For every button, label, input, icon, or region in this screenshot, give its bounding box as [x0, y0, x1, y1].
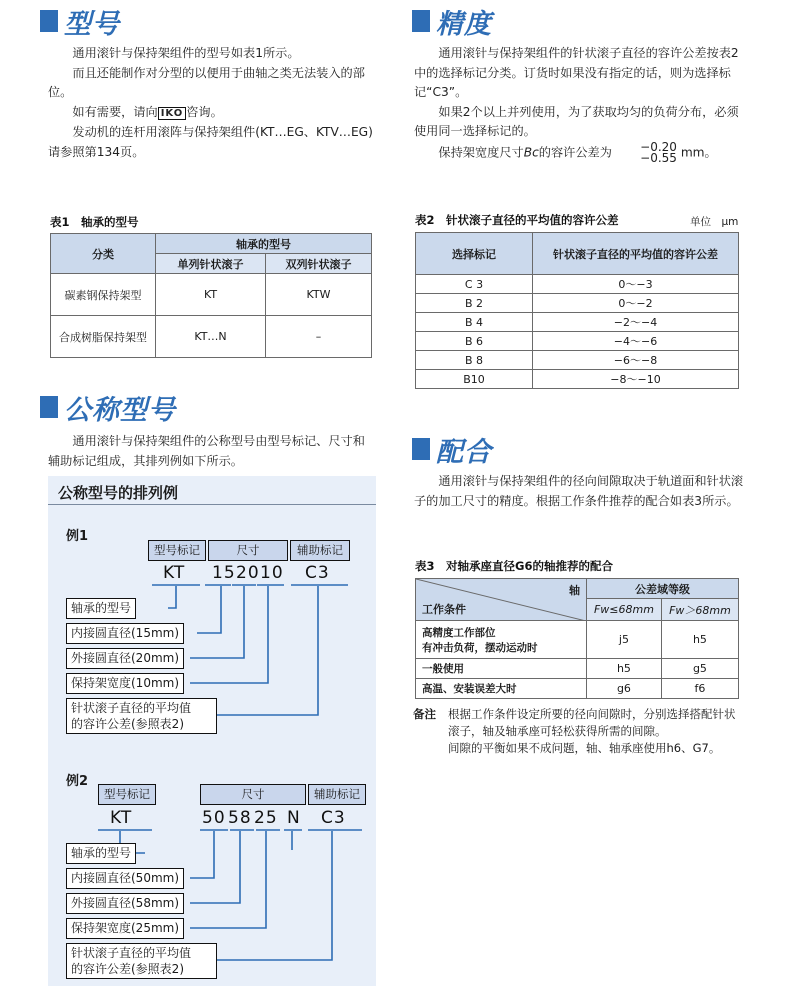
example1-tag-size: 尺寸	[208, 540, 288, 561]
section-title-fit: 配合	[412, 430, 492, 468]
title-marker	[412, 438, 430, 460]
example2-title: 例2	[66, 774, 89, 789]
table2-unit: 单位 μm	[690, 216, 739, 228]
example1-code-width: 10	[260, 563, 284, 583]
table-row: B 2 0～−2	[416, 294, 739, 313]
table1-col-group: 轴承的型号	[156, 234, 372, 254]
example1-tag-model: 型号标记	[148, 540, 206, 561]
table2-col-tolerance: 针状滚子直径的平均值的容许公差	[533, 233, 739, 275]
table3-corner: 轴 工作条件	[416, 579, 587, 621]
example1-label-tolerance: 针状滚子直径的平均值 的容许公差(参照表2)	[66, 698, 217, 734]
section-title-nominal: 公称型号	[40, 388, 176, 426]
table3-caption: 表3 对轴承座直径G6的轴推荐的配合	[415, 559, 613, 573]
example1-code-model: KT	[163, 563, 186, 583]
table-row: 合成树脂保持架型 KT…N –	[51, 316, 372, 358]
nominal-paragraph: 通用滚针与保持架组件的公称型号由型号标记、尺寸和辅助标记组成，其排列例如下所示。	[48, 434, 365, 468]
table1-col-double: 双列针状滚子	[266, 254, 372, 274]
example1-title: 例1	[66, 529, 89, 544]
example1-code-outer: 20	[236, 563, 260, 583]
example1-label-inner: 内接圆直径(15mm)	[66, 623, 184, 644]
tolerance-fraction: −0.20 −0.55	[640, 139, 677, 165]
table-row: 一般使用 h5 g5	[416, 659, 739, 679]
table3-note-label: 备注	[413, 707, 436, 721]
table3	[415, 578, 739, 699]
example2-label-tolerance: 针状滚子直径的平均值 的容许公差(参照表2)	[66, 943, 217, 979]
table2-caption: 表2 针状滚子直径的平均值的容许公差	[415, 213, 619, 227]
example2-code-inner: 50	[202, 808, 226, 828]
table3-note: 根据工作条件设定所要的径向间隙时，分别选择搭配针状滚子，轴及轴承座可轻松获得所需的间隙。 间隙的平衡如果不成问题，轴、轴承座使用h6、G7。	[448, 707, 736, 755]
table3-col-small: Fw≤68mm	[587, 599, 662, 621]
table1-col-class: 分类	[51, 234, 156, 274]
iko-logo: IKO	[158, 107, 187, 120]
table-row: B10 −8～−10	[416, 370, 739, 389]
example2-code-aux: C3	[321, 808, 346, 828]
example2-code-model: KT	[110, 808, 133, 828]
example1-label-width: 保持架宽度(10mm)	[66, 673, 184, 694]
example2-label-inner: 内接圆直径(50mm)	[66, 868, 184, 889]
example2-tag-model: 型号标记	[98, 784, 156, 805]
accuracy-paragraph: 通用滚针与保持架组件的针状滚子直径的容许公差按表2中的选择标记分类。订货时如果没有指定的话，则为选择标记“C3”。 如果2个以上并列使用，为了获取均匀的负荷分布，必须使用同一选择标记的。 保持架宽度尺寸Bc的容许公差为 −0.20 −0.55 mm。	[414, 46, 739, 165]
section-title-accuracy: 精度	[412, 2, 492, 40]
example2-code-outer: 58	[228, 808, 252, 828]
example1-label-outer: 外接圆直径(20mm)	[66, 648, 184, 669]
table3-col-large: Fw＞68mm	[661, 599, 738, 621]
table-row: B 8 −6～−8	[416, 351, 739, 370]
example2-code-width: 25	[254, 808, 278, 828]
example2-label-model: 轴承的型号	[66, 843, 136, 864]
table-row: B 4 −2～−4	[416, 313, 739, 332]
example-box-title: 公称型号的排列例	[58, 484, 179, 502]
table-row: 碳素钢保持架型 KT KTW	[51, 274, 372, 316]
table1-caption: 表1 轴承的型号	[50, 215, 139, 229]
model-paragraph: 通用滚针与保持架组件的型号如表1所示。 而且还能制作对分型的以便用于曲轴之类无法装入的部位。 如有需要，请向 IKO 咨询。 发动机的连杆用滚阵与保持架组件(KT…EG、KTV…EG)请参照第134页。	[48, 46, 373, 159]
example1-label-model: 轴承的型号	[66, 598, 136, 619]
table2-col-mark: 选择标记	[416, 233, 533, 275]
table-row: B 6 −4～−6	[416, 332, 739, 351]
example2-tag-aux: 辅助标记	[308, 784, 366, 805]
fit-paragraph: 通用滚针与保持架组件的径向间隙取决于轨道面和针状滚子的加工尺寸的精度。根据工作条件推荐的配合如表3所示。	[414, 474, 744, 508]
example1-code-inner: 15	[212, 563, 236, 583]
example2-code-material: N	[287, 808, 301, 828]
table3-col-group: 公差域等级	[587, 579, 739, 599]
table-row: C 3 0～−3	[416, 275, 739, 294]
table1-col-single: 单列针状滚子	[156, 254, 266, 274]
table-row: 高温、安装误差大时 g6 f6	[416, 679, 739, 699]
table2	[415, 232, 739, 389]
example2-label-width: 保持架宽度(25mm)	[66, 918, 184, 939]
example1-tag-aux: 辅助标记	[290, 540, 350, 561]
example2-tag-size: 尺寸	[200, 784, 306, 805]
example2-label-outer: 外接圆直径(58mm)	[66, 893, 184, 914]
section-title-model: 型号	[40, 2, 120, 40]
example1-code-aux: C3	[305, 563, 330, 583]
title-marker	[412, 10, 430, 32]
table-row: 高精度工作部位 有冲击负荷，摆动运动时 j5 h5	[416, 621, 739, 659]
